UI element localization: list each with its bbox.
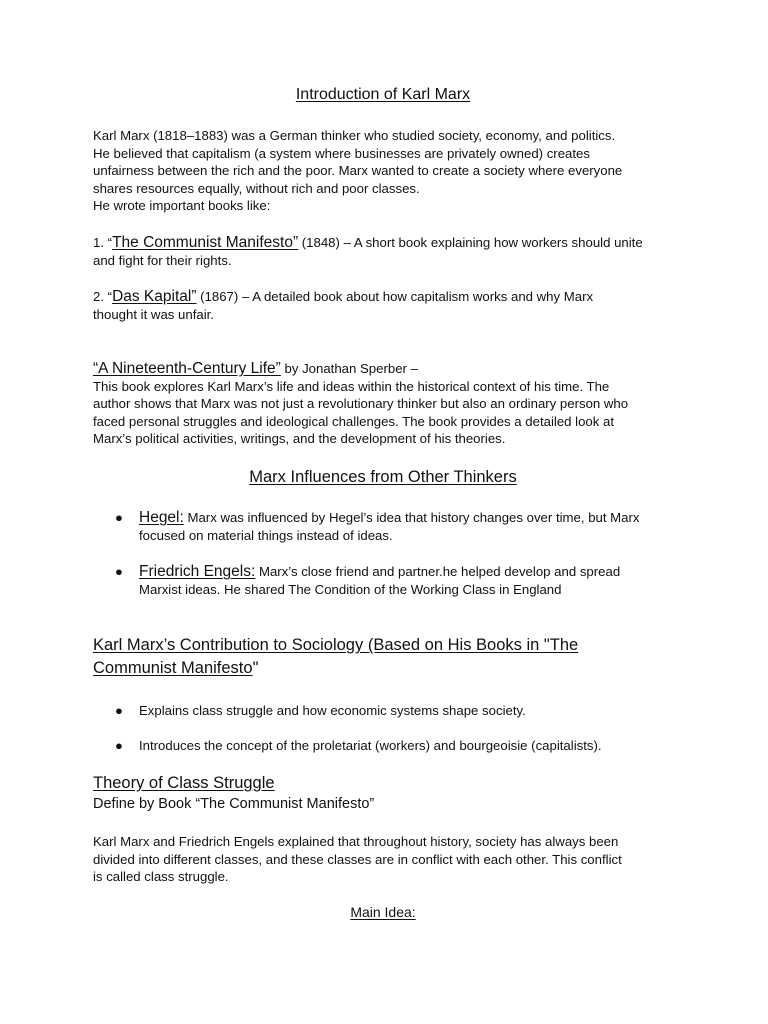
biography-paragraph: “A Nineteenth-Century Life” by Jonathan Sperber – This book explores Karl Marx’s life and ideas within the historical context of his time. The author shows that Marx was not just a revolutionary thinker but also an ordinary person who faced personal struggles and ideological challenges. The book provides a detailed look at Marx’s political activities, writings, and the development of his theories. [93, 360, 629, 447]
contribution-list-2 [93, 737, 678, 755]
book-title: The Communist Manifesto” [112, 234, 299, 251]
intro-title: Introduction of Karl Marx [295, 86, 471, 103]
biography-title: “A Nineteenth-Century Life” [93, 360, 281, 377]
influences-heading: Marx Influences from Other Thinkers [249, 468, 517, 486]
bullet-icon: ● [115, 703, 123, 718]
influences-list-2 [93, 563, 678, 598]
book-item-das-kapital: 2. “Das Kapital” (1867) – A detailed book about how capitalism works and why Marx thought it was unfair. [93, 288, 594, 322]
list-item: ● Hegel: Marx was influenced by Hegel’s idea that history changes over time, but Marx focused on material things instead of ideas. [115, 509, 640, 543]
contribution-list [93, 702, 678, 720]
list-item: ● Friedrich Engels: Marx’s close friend and partner.he helped develop and spread Marxist ideas. He shared The Condition of the Working Class in England [115, 563, 621, 597]
influences-list [93, 509, 678, 544]
contribution-heading: Karl Marx’s Contribution to Sociology (Based on His Books in "The Communist Manifesto" [93, 636, 579, 677]
class-struggle-subtitle: Define by Book “The Communist Manifesto” [93, 796, 375, 812]
intro-paragraph: Karl Marx (1818–1883) was a German thinker who studied society, economy, and politics. He believed that capitalism (a system where businesses are privately owned) creates unfairness between the rich and the poor. Marx wanted to create a society where everyone shares resources equally, without rich and poor classes. He wrote important books like: [93, 128, 623, 214]
class-struggle-heading: Theory of Class Struggle [93, 774, 275, 792]
list-item: ● Introduces the concept of the proletariat (workers) and bourgeoisie (capitalists). [115, 738, 602, 753]
bullet-icon: ● [115, 510, 123, 525]
bullet-icon: ● [115, 564, 123, 579]
class-struggle-paragraph: Karl Marx and Friedrich Engels explained that throughout history, society has always been divided into different classes, and these classes are in conflict with each other. This conflict is called class struggle. [93, 834, 622, 885]
book-item-communist-manifesto: 1. “The Communist Manifesto” (1848) – A short book explaining how workers should unite and fight for their rights. [93, 234, 643, 268]
thinker-name: Hegel: [139, 509, 184, 526]
main-idea-heading: Main Idea: [350, 904, 416, 920]
thinker-name: Friedrich Engels: [139, 563, 256, 580]
list-item: ● Explains class struggle and how economic systems shape society. [115, 703, 526, 718]
bullet-icon: ● [115, 738, 123, 753]
book-title: Das Kapital” [112, 288, 197, 305]
